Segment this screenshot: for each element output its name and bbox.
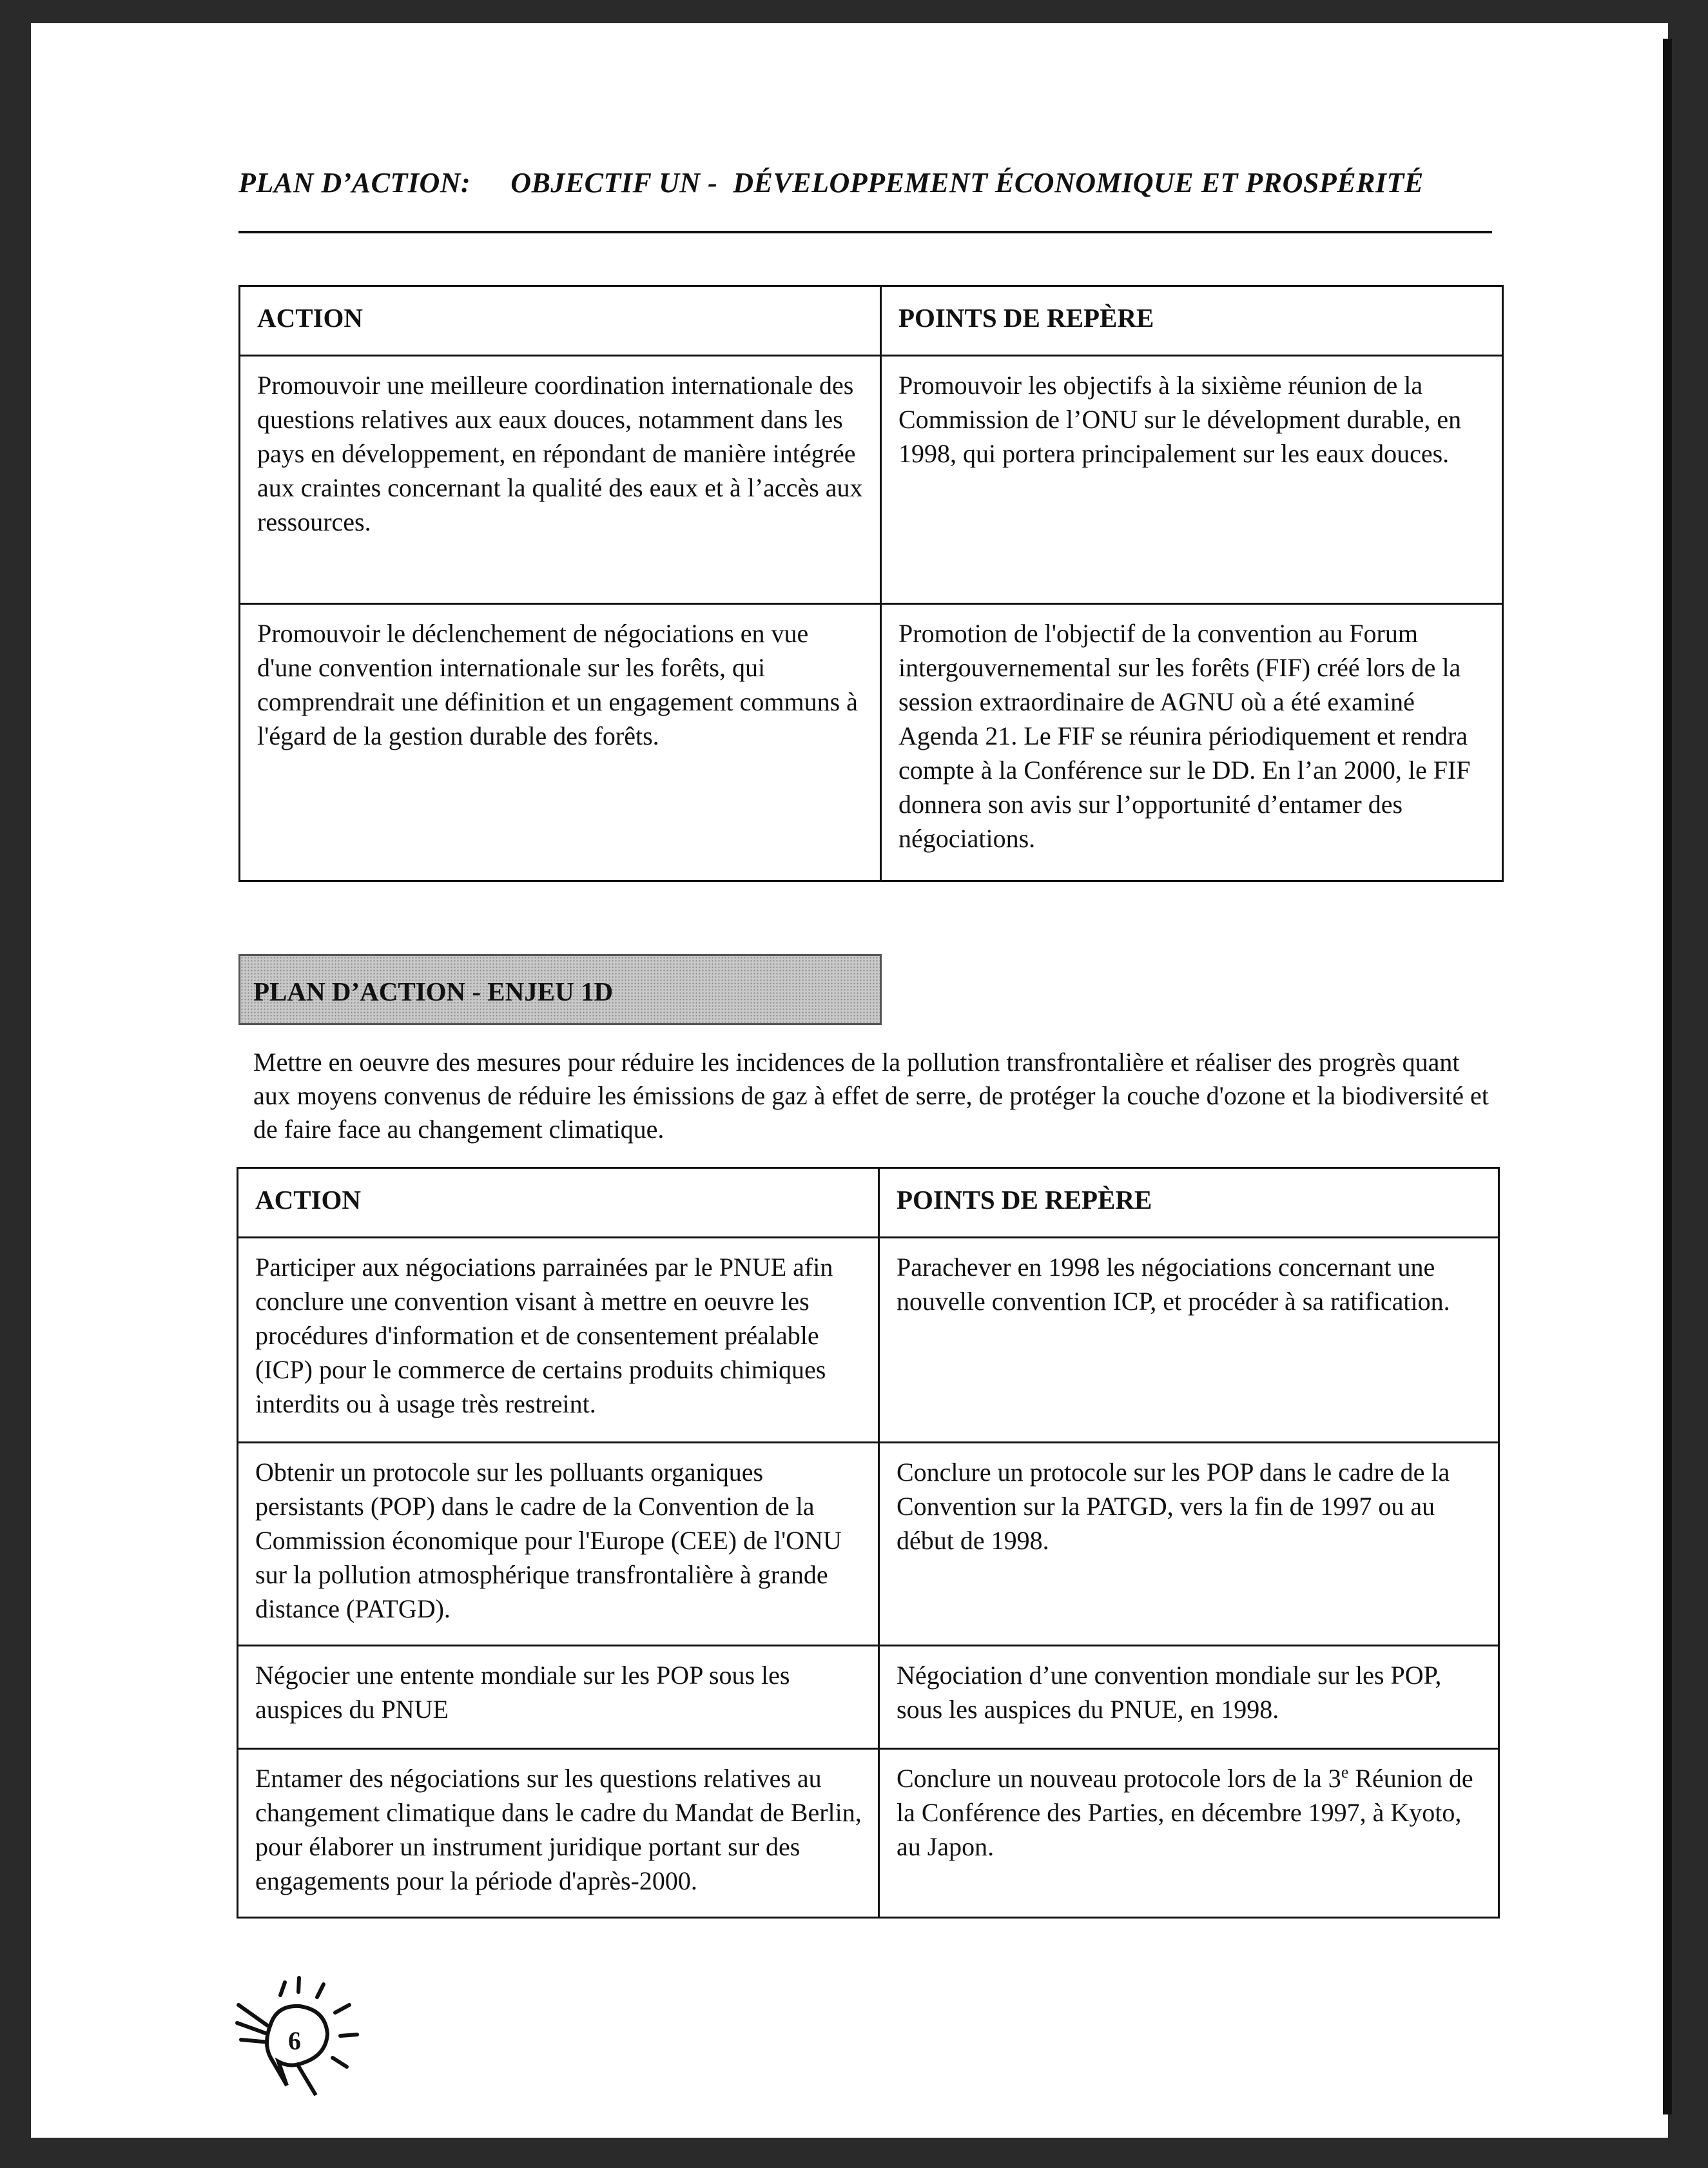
points-cell: Parachever en 1998 les négociations concernant une nouvelle convention ICP, et procéder à sa ratification.	[879, 1238, 1499, 1443]
table-row	[238, 1238, 1499, 1443]
header-plan-label: PLAN D’ACTION:	[238, 167, 471, 199]
points-cell: Négociation d’une convention mondiale sur les POP, sous les auspices du PNUE, en 1998.	[879, 1646, 1499, 1749]
header-objective: OBJECTIF UN -	[510, 167, 718, 199]
column-header-action: ACTION	[238, 1168, 879, 1238]
header-theme: DÉVELOPPEMENT ÉCONOMIQUE ET PROSPÉRITÉ	[733, 167, 1424, 199]
action-cell: Promouvoir une meilleure coordination internationale des questions relatives aux eaux douces, notamment dans les pays en développement, en répondant de manière intégrée aux craintes concernant la qualité des eaux et à l’accès aux ressources.	[240, 356, 881, 604]
points-cell	[879, 1749, 1499, 1918]
action-cell: Entamer des négociations sur les questions relatives au changement climatique dans le cadre du Mandat de Berlin, pour élaborer un instrument juridique portant sur des engagements pour la période d'après-2000.	[238, 1749, 879, 1918]
section-title-box: PLAN D’ACTION - ENJEU 1D	[238, 954, 882, 1025]
ordinal-suffix: e	[1341, 1763, 1349, 1782]
sun-icon	[232, 1973, 380, 2102]
table-row	[240, 604, 1503, 881]
column-header-points: POINTS DE REPÈRE	[879, 1168, 1499, 1238]
page-number: 6	[288, 2026, 301, 2055]
points-cell: Promotion de l'objectif de la convention au Forum intergouvernemental sur les forêts (FIF) créé lors de la session extraordinaire de AGNU où a été examiné Agenda 21. Le FIF se réunira périodiquement et rendra compte à la Conférence sur le DD. En l’an 2000, le FIF donnera son avis sur l’opportunité d’entamer des négociations.	[881, 604, 1503, 881]
table-row	[240, 356, 1503, 604]
table-header-row	[240, 286, 1503, 356]
action-cell: Négocier une entente mondiale sur les POP sous les auspices du PNUE	[238, 1646, 879, 1749]
column-header-action: ACTION	[240, 286, 881, 356]
points-cell: Conclure un protocole sur les POP dans le cadre de la Convention sur la PATGD, vers la fin de 1997 ou au début de 1998.	[879, 1443, 1499, 1646]
section-intro: Mettre en oeuvre des mesures pour réduire les incidences de la pollution transfrontalière et réaliser des progrès quant aux moyens convenus de réduire les émissions de gaz à effet de serre, de protéger la couche d'ozone et la biodiversité et de faire face au changement climatique.	[253, 1048, 1489, 1144]
points-text-pre: Conclure un nouveau protocole lors de la 3	[897, 1764, 1341, 1793]
table-header-row	[238, 1168, 1499, 1238]
action-cell: Participer aux négociations parrainées par le PNUE afin conclure une convention visant à mettre en oeuvre les procédures d'information et de consentement préalable (ICP) pour le commerce de certains produits chimiques interdits ou à usage très restreint.	[238, 1238, 879, 1443]
column-header-points: POINTS DE REPÈRE	[881, 286, 1503, 356]
action-cell: Obtenir un protocole sur les polluants organiques persistants (POP) dans le cadre de la Convention de la Commission économique pour l'Europe (CEE) de l'ONU sur la pollution atmosphérique transfrontalière à grande distance (PATGD).	[238, 1443, 879, 1646]
action-table-1	[238, 285, 1504, 882]
table-row	[238, 1749, 1499, 1918]
table-row	[238, 1443, 1499, 1646]
table-row	[238, 1646, 1499, 1749]
action-cell: Promouvoir le déclenchement de négociations en vue d'une convention internationale sur les forêts, qui comprendrait une définition et un engagement communs à l'égard de la gestion durable des forêts.	[240, 604, 881, 881]
page-edge-shadow	[1663, 39, 1672, 2114]
header-rule	[238, 231, 1492, 233]
action-table-2	[237, 1167, 1500, 1919]
page-header	[238, 166, 1495, 199]
points-cell: Promouvoir les objectifs à la sixième réunion de la Commission de l’ONU sur le dévelopment durable, en 1998, qui portera principalement sur les eaux douces.	[881, 356, 1503, 604]
points-text-post: Réunion de la Conférence des Parties, en décembre 1997, à Kyoto, au Japon.	[897, 1764, 1473, 1861]
